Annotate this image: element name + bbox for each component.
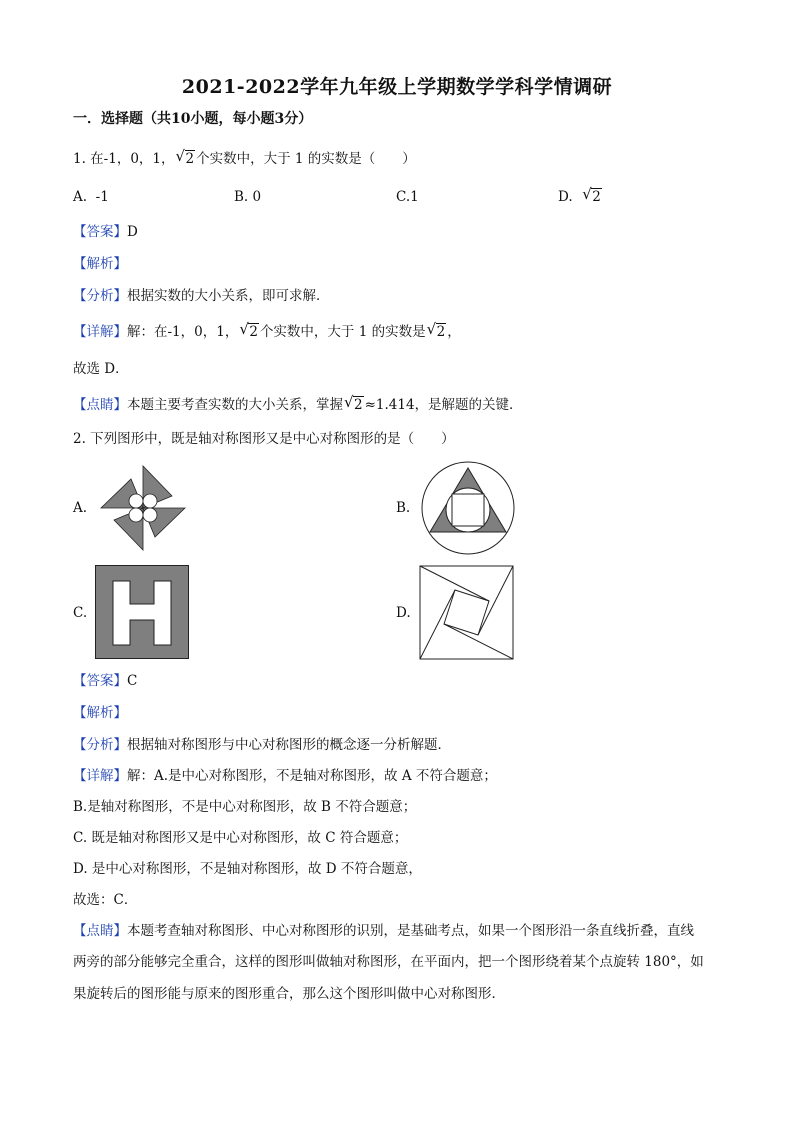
- q1-conclusion: 故选 D．: [73, 361, 129, 377]
- q1-option-a: A. -1: [73, 189, 109, 205]
- q2-analysis-tag: 【解析】: [73, 705, 127, 721]
- q2-answer: 【答案】C: [73, 673, 138, 689]
- section-heading: 一．选择题（共10小题，每小题3分）: [73, 111, 313, 127]
- q2-label-a: A.: [73, 500, 88, 516]
- q2-dianjing-3: 果旋转后的图形能与原来的图形重合，那么这个图形叫做中心对称图形．: [73, 986, 505, 1002]
- q2-figure-a-pinwheel: [94, 460, 192, 556]
- q2-xiangjie-c: C. 既是轴对称图形又是中心对称图形，故 C 符合题意；: [73, 830, 408, 846]
- q2-dianjing-2: 两旁的部分能够完全重合，这样的图形叫做轴对称图形，在平面内，把一个图形绕着某个点旋转 180°，如: [73, 954, 704, 970]
- q2-xiangjie-d: D. 是中心对称图形，不是轴对称图形，故 D 不符合题意，: [73, 861, 422, 877]
- q1-answer: 【答案】D: [73, 224, 138, 240]
- q2-figure-d-square-pinwheel: [419, 565, 515, 661]
- q1-stem: [73, 147, 416, 168]
- q1-option-d: D. √ 2: [558, 185, 601, 205]
- sqrt-symbol: √ 2: [175, 147, 195, 167]
- q2-dianjing-1: 【点睛】本题考查轴对称图形、中心对称图形的识别，是基础考点，如果一个图形沿一条直线折叠，直线: [73, 923, 694, 939]
- q1-analysis-tag: 【解析】: [73, 256, 127, 272]
- q2-xiangjie-a: 【详解】解：A.是中心对称图形，不是轴对称图形，故 A 不符合题意；: [73, 768, 497, 784]
- q2-fenxi: 【分析】根据轴对称图形与中心对称图形的概念逐一分析解题．: [73, 737, 451, 753]
- q1-stem-post: 个实数中，大于 1 的实数是（ ）: [196, 151, 416, 167]
- q2-xiangjie-b: B.是轴对称图形，不是中心对称图形，故 B 不符合题意；: [73, 799, 417, 815]
- q1-stem-pre: 1. 在-1，0，1，: [73, 151, 175, 167]
- q1-xiangjie: 【详解】解：在-1，0，1， √ 2 个实数中，大于 1 的实数是 √ 2 ，: [73, 320, 461, 340]
- q2-figure-b-circle-triangle: [419, 460, 517, 556]
- q2-conclusion: 故选：C．: [73, 892, 138, 908]
- q2-label-b: B.: [396, 500, 411, 516]
- q1-fenxi: 【分析】根据实数的大小关系，即可求解．: [73, 288, 330, 304]
- q2-figure-c-letter-h: [95, 565, 189, 659]
- q2-stem: 2. 下列图形中，既是轴对称图形又是中心对称图形的是（ ）: [73, 431, 455, 447]
- q2-label-c: C.: [73, 605, 88, 621]
- q2-label-d: D.: [396, 605, 411, 621]
- q1-dianjing: 【点睛】本题主要考查实数的大小关系，掌握 √ 2 ≈1.414，是解题的关键．: [73, 393, 523, 413]
- q1-option-b: B. 0: [234, 189, 262, 205]
- page-title: 2021-2022学年九年级上学期数学学科学情调研: [181, 76, 613, 98]
- q1-option-c: C.1: [396, 189, 419, 205]
